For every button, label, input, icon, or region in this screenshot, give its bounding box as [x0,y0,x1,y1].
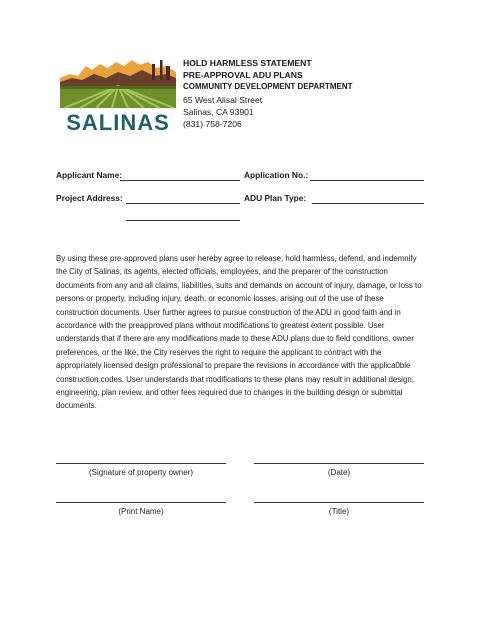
owner-signature-caption: (Signature of property owner) [88,468,194,477]
salinas-logo-graphic [56,56,180,134]
adu-plan-type-label: ADU Plan Type: [244,193,307,203]
date-line[interactable] [254,463,424,464]
date-caption: (Date) [327,468,351,477]
application-no-label: Application No.: [244,170,309,180]
application-no-field[interactable] [310,180,424,181]
salinas-logo [56,56,180,134]
applicant-name-field[interactable] [120,180,240,181]
header-title-2: PRE-APPROVAL ADU PLANS [183,70,303,81]
phone-number: (831) 758-7206 [183,119,242,130]
title-caption: (Title) [328,507,350,516]
adu-plan-type-field[interactable] [312,203,424,204]
applicant-name-label: Applicant Name: [56,170,123,180]
hold-harmless-paragraph: By using these pre-approved plans user hereby agree to release, hold harmless, defend, and indemnify the City of Salinas, its agents, elected officials, employees, and the preparer of the construction documents from any and all claims, liabilities, suits and demands on account of injury, damage, or loss to persons or property, including injury, death, or economic losses, arising out of the use of these construction documents. User further agrees to pursue construction of the ADU in good faith and in accordance with the preapproved plans without modifications to greatest extent possible. User understands that if there are any modifications made to these ADU plans due to field conditions, owner preferences, or the like, the City reserves the right to require the applicant to contract with the appropriately licensed design professional to prepare the revisions in accordance with the applica0ble construction codes. User understands that modifications to these plans may result in additional design, engineering, plan review, and other fees required due to changes in the building design or submittal documents. [56,254,422,411]
title-line[interactable] [254,502,424,503]
document-header [183,57,352,130]
project-address-field[interactable] [126,203,240,204]
address-line-1: 65 West Alisal Street [183,94,263,105]
department-name: COMMUNITY DEVELOPMENT DEPARTMENT [183,82,353,92]
address-line-2: Salinas, CA 93901 [183,106,254,117]
project-address-field-line-2[interactable] [126,220,240,221]
header-title-1: HOLD HARMLESS STATEMENT [183,58,312,68]
owner-signature-line[interactable] [56,463,226,464]
print-name-caption: (Print Name) [118,507,164,516]
print-name-line[interactable] [56,502,226,503]
svg-text:SALINAS: SALINAS [66,110,170,134]
project-address-label: Project Address: [56,193,123,203]
